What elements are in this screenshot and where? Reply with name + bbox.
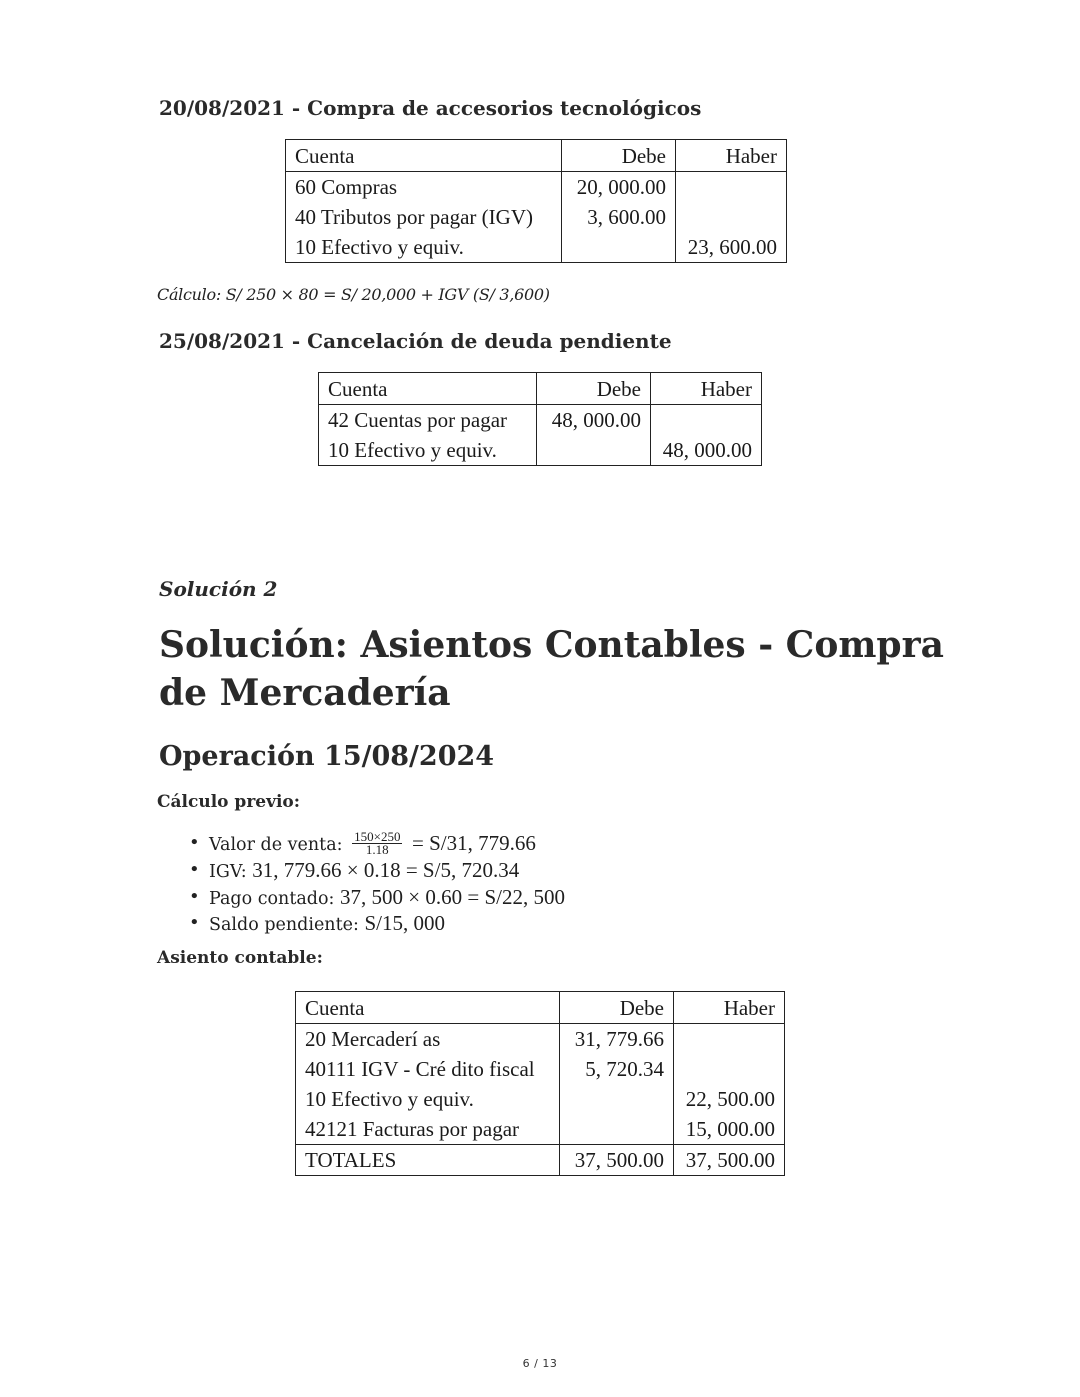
list-item-valor-venta: • Valor de venta: $\frac{150\times 250}{1.18}$ = S/31, 779.66 (159, 831, 565, 858)
column-header-cuenta: Cuenta (286, 140, 562, 172)
list-item-pago-contado: • Pago contado: 37, 500 × 0.60 = S/22, 500 (159, 885, 565, 912)
table-row (319, 435, 762, 466)
debe-cell: 48, 000.00 (537, 405, 651, 436)
column-header-haber: Haber (674, 992, 785, 1024)
debe-cell: 5, 720.34 (560, 1054, 674, 1084)
debe-cell (562, 232, 676, 263)
haber-cell: 15, 000.00 (674, 1114, 785, 1145)
cuenta-cell: 60 Compras (286, 172, 562, 203)
table-row (296, 1084, 785, 1114)
haber-cell: 22, 500.00 (674, 1084, 785, 1114)
entry1-heading: 20/08/2021 - Compra de accesorios tecnológicos (159, 96, 702, 120)
column-header-haber: Haber (651, 373, 762, 405)
totals-debe: 37, 500.00 (560, 1145, 674, 1176)
page-title: Solución: Asientos Contables - Compra de Mercadería (159, 624, 944, 714)
entry2-heading: 25/08/2021 - Cancelación de deuda pendiente (159, 329, 672, 353)
cuenta-cell: 10 Efectivo y equiv. (286, 232, 562, 263)
solution-ledger-table (295, 991, 785, 1176)
debe-cell: 3, 600.00 (562, 202, 676, 232)
debe-cell (560, 1084, 674, 1114)
haber-cell (651, 405, 762, 436)
table-row (286, 232, 787, 263)
page-number: 6 / 13 (522, 1357, 558, 1370)
fraction: $\frac{150\times 250}{1.18}$ (354, 829, 401, 857)
operation-heading: Operación 15/08/2024 (159, 741, 495, 772)
calculation-list (159, 831, 565, 938)
column-header-cuenta: Cuenta (319, 373, 537, 405)
table-header-row (296, 992, 785, 1024)
column-header-cuenta: Cuenta (296, 992, 560, 1024)
debe-cell: 31, 779.66 (560, 1024, 674, 1055)
haber-cell (674, 1054, 785, 1084)
entry2-ledger-table (318, 372, 762, 466)
debe-cell (560, 1114, 674, 1145)
entry1-calculation-note: Cálculo: S/ 250 × 80 = S/ 20,000 + IGV (S/ 3,600) (157, 285, 550, 304)
table-header-row (286, 140, 787, 172)
calc-heading: Cálculo previo: (157, 792, 301, 812)
table-row (296, 1054, 785, 1084)
totals-haber: 37, 500.00 (674, 1145, 785, 1176)
column-header-debe: Debe (562, 140, 676, 172)
table-row (286, 202, 787, 232)
cuenta-cell: 10 Efectivo y equiv. (296, 1084, 560, 1114)
haber-cell (676, 172, 787, 203)
cuenta-cell: 42121 Facturas por pagar (296, 1114, 560, 1145)
cuenta-cell: 10 Efectivo y equiv. (319, 435, 537, 466)
list-item-igv: • IGV: 31, 779.66 × 0.18 = S/5, 720.34 (159, 858, 565, 885)
table-row (296, 1114, 785, 1145)
haber-cell: 48, 000.00 (651, 435, 762, 466)
haber-cell (676, 202, 787, 232)
asiento-heading: Asiento contable: (157, 948, 323, 968)
column-header-debe: Debe (537, 373, 651, 405)
cuenta-cell: 20 Mercaderí as (296, 1024, 560, 1055)
table-row (286, 172, 787, 203)
totals-label: TOTALES (296, 1145, 560, 1176)
column-header-haber: Haber (676, 140, 787, 172)
table-header-row (319, 373, 762, 405)
solution-label: Solución 2 (159, 577, 278, 601)
entry1-ledger-table (285, 139, 787, 263)
totals-row (296, 1145, 785, 1176)
list-item-saldo-pendiente: • Saldo pendiente: S/15, 000 (159, 911, 565, 938)
haber-cell (674, 1024, 785, 1055)
cuenta-cell: 42 Cuentas por pagar (319, 405, 537, 436)
haber-cell: 23, 600.00 (676, 232, 787, 263)
debe-cell (537, 435, 651, 466)
cuenta-cell: 40 Tributos por pagar (IGV) (286, 202, 562, 232)
cuenta-cell: 40111 IGV - Cré dito fiscal (296, 1054, 560, 1084)
column-header-debe: Debe (560, 992, 674, 1024)
table-row (319, 405, 762, 436)
table-row (296, 1024, 785, 1055)
debe-cell: 20, 000.00 (562, 172, 676, 203)
